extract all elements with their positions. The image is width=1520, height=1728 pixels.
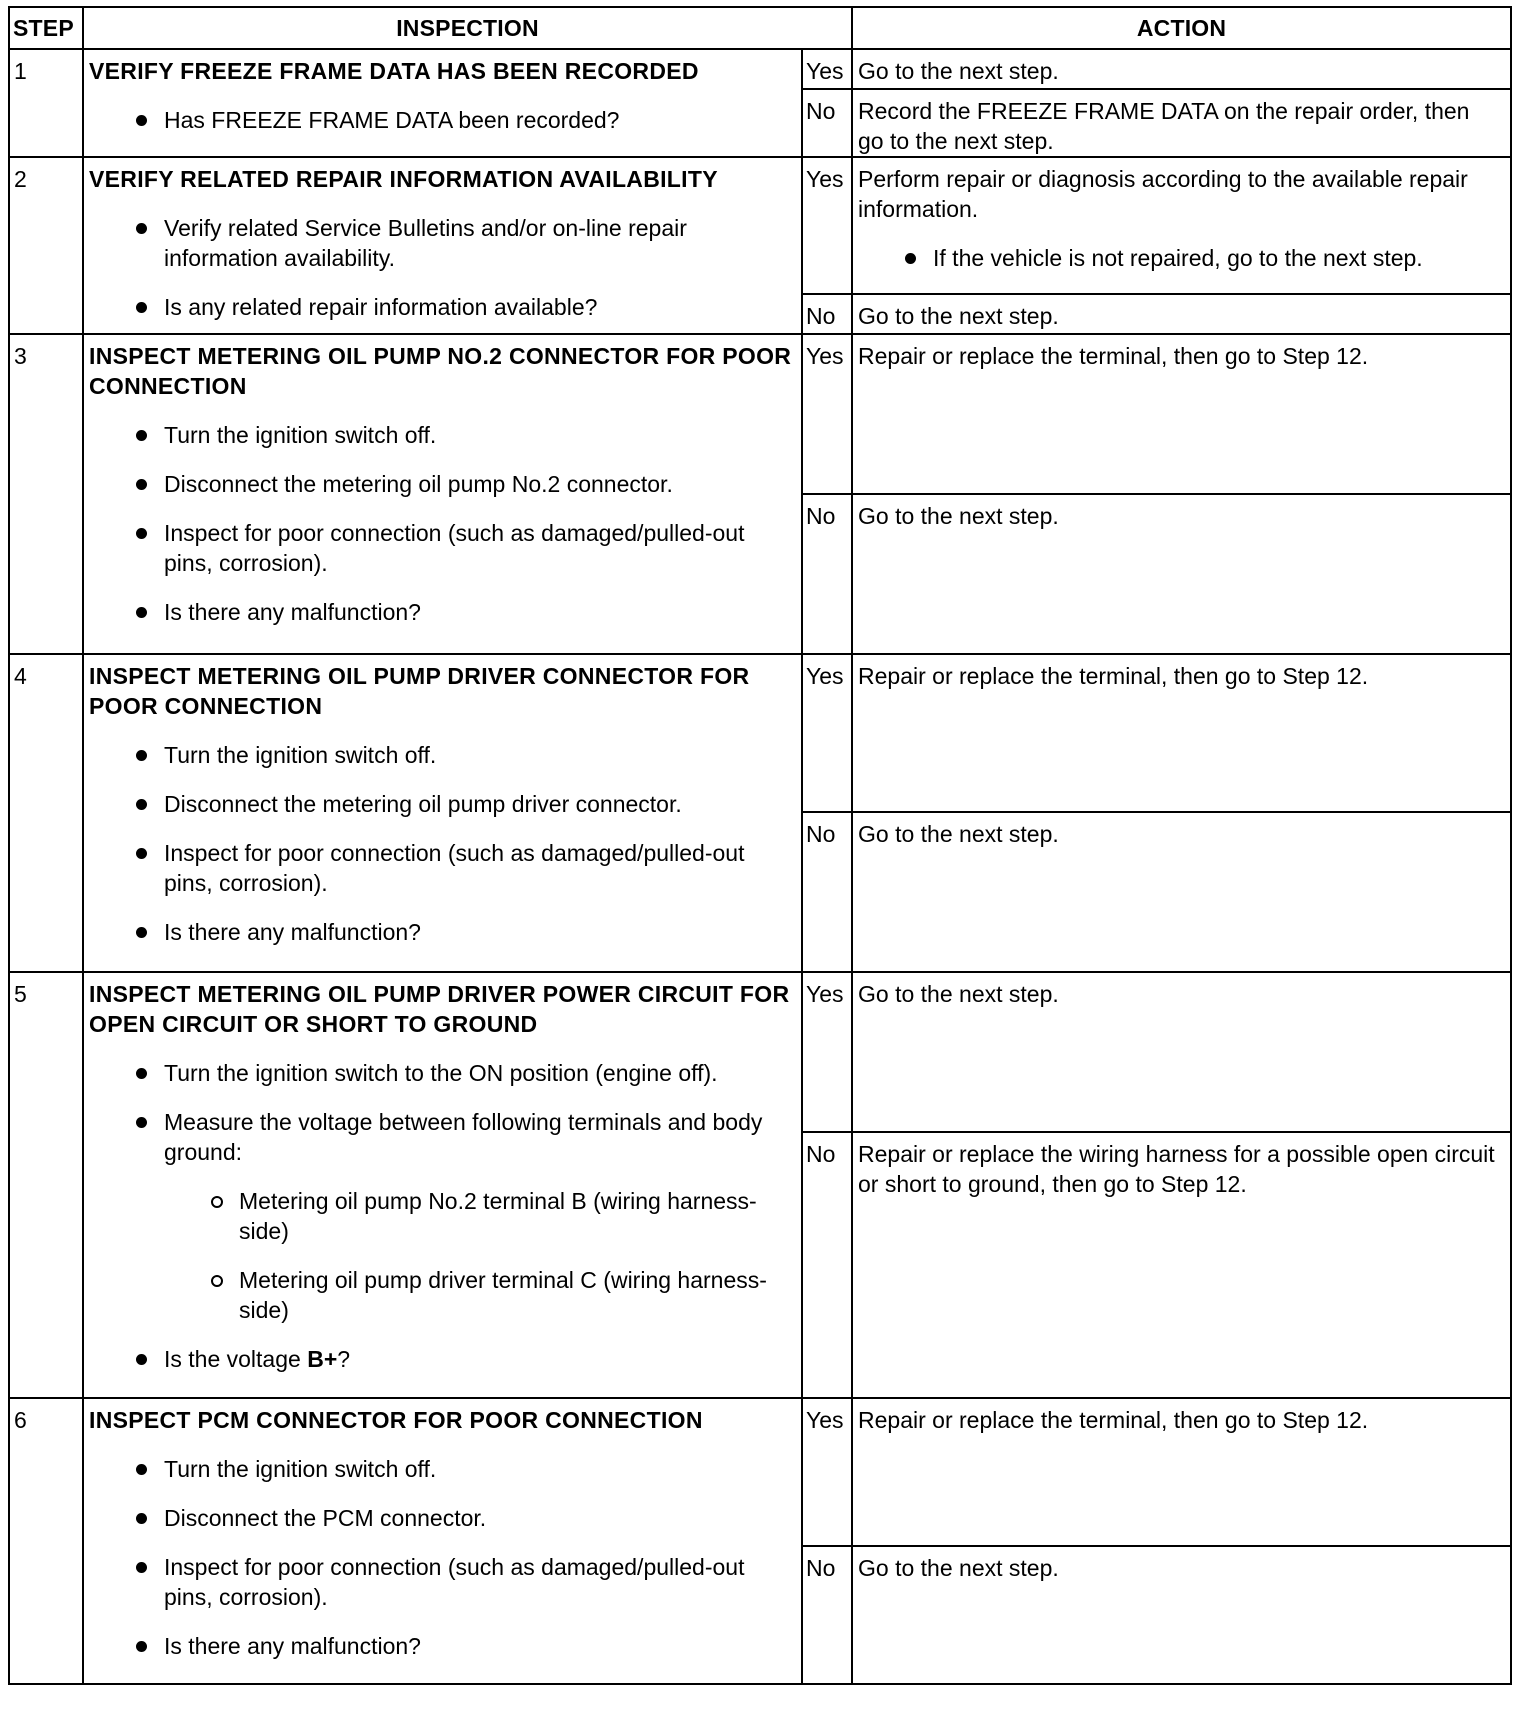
yes-label: Yes bbox=[802, 157, 852, 294]
inspection-sub-bullet: Metering oil pump No.2 terminal B (wiring harness-side) bbox=[89, 1186, 795, 1246]
step-inspection bbox=[83, 49, 802, 157]
no-action: Record the FREEZE FRAME DATA on the repair order, then go to the next step. bbox=[852, 89, 1511, 157]
step-5-yes-row bbox=[9, 972, 1511, 1132]
no-action: Go to the next step. bbox=[852, 812, 1511, 972]
yes-label: Yes bbox=[802, 654, 852, 812]
inspection-bullet: Turn the ignition switch off. bbox=[89, 740, 795, 770]
step-6-yes-row bbox=[9, 1398, 1511, 1546]
yes-action-text: Perform repair or diagnosis according to the available repair information. bbox=[858, 166, 1468, 222]
header-inspection: INSPECTION bbox=[83, 7, 852, 49]
step-1-yes-row bbox=[9, 49, 1511, 89]
step-number: 3 bbox=[9, 334, 83, 654]
yes-label: Yes bbox=[802, 334, 852, 494]
no-action: Go to the next step. bbox=[852, 1546, 1511, 1684]
bullet-text-prefix: Is the voltage bbox=[164, 1346, 308, 1372]
no-label: No bbox=[802, 812, 852, 972]
step-title: VERIFY RELATED REPAIR INFORMATION AVAILABILITY bbox=[89, 166, 718, 192]
no-label: No bbox=[802, 1546, 852, 1684]
yes-action: Go to the next step. bbox=[852, 49, 1511, 89]
yes-action: Repair or replace the terminal, then go to Step 12. bbox=[852, 334, 1511, 494]
step-number: 4 bbox=[9, 654, 83, 972]
step-title: INSPECT METERING OIL PUMP DRIVER POWER CIRCUIT FOR OPEN CIRCUIT OR SHORT TO GROUND bbox=[89, 981, 790, 1037]
inspection-bullet: Turn the ignition switch off. bbox=[89, 1454, 795, 1484]
yes-action: Go to the next step. bbox=[852, 972, 1511, 1132]
yes-action: Repair or replace the terminal, then go to Step 12. bbox=[852, 1398, 1511, 1546]
step-inspection bbox=[83, 972, 802, 1398]
inspection-sub-bullet: Metering oil pump driver terminal C (wiring harness-side) bbox=[89, 1265, 795, 1325]
inspection-bullet: Is there any malfunction? bbox=[89, 1631, 795, 1661]
step-inspection bbox=[83, 1398, 802, 1684]
header-action: ACTION bbox=[852, 7, 1511, 49]
inspection-bullet: Inspect for poor connection (such as damaged/pulled-out pins, corrosion). bbox=[89, 1552, 795, 1612]
inspection-bullet: Is any related repair information available? bbox=[89, 292, 795, 322]
step-2-yes-row bbox=[9, 157, 1511, 294]
inspection-bullet: Measure the voltage between following terminals and body ground: bbox=[89, 1107, 795, 1167]
inspection-bullet: Verify related Service Bulletins and/or on-line repair information availability. bbox=[89, 213, 795, 273]
no-action: Go to the next step. bbox=[852, 494, 1511, 654]
step-number: 1 bbox=[9, 49, 83, 157]
step-3-yes-row bbox=[9, 334, 1511, 494]
no-label: No bbox=[802, 89, 852, 157]
yes-label: Yes bbox=[802, 1398, 852, 1546]
inspection-bullet: Inspect for poor connection (such as damaged/pulled-out pins, corrosion). bbox=[89, 838, 795, 898]
step-title: VERIFY FREEZE FRAME DATA HAS BEEN RECORDED bbox=[89, 58, 699, 84]
diagnostic-procedure-table bbox=[8, 6, 1512, 1685]
inspection-bullet bbox=[89, 1344, 795, 1374]
step-inspection bbox=[83, 654, 802, 972]
yes-action bbox=[852, 157, 1511, 294]
yes-label: Yes bbox=[802, 972, 852, 1132]
inspection-bullet: Disconnect the metering oil pump driver connector. bbox=[89, 789, 795, 819]
yes-action: Repair or replace the terminal, then go to Step 12. bbox=[852, 654, 1511, 812]
header-step: STEP bbox=[9, 7, 83, 49]
bullet-text-suffix: ? bbox=[337, 1346, 351, 1372]
step-inspection bbox=[83, 334, 802, 654]
action-bullet: If the vehicle is not repaired, go to the next step. bbox=[858, 243, 1500, 273]
no-action: Go to the next step. bbox=[852, 294, 1511, 334]
step-4-yes-row bbox=[9, 654, 1511, 812]
no-label: No bbox=[802, 294, 852, 334]
header-row bbox=[9, 7, 1511, 49]
step-title: INSPECT METERING OIL PUMP NO.2 CONNECTOR FOR POOR CONNECTION bbox=[89, 343, 792, 399]
step-inspection bbox=[83, 157, 802, 334]
step-number: 6 bbox=[9, 1398, 83, 1684]
inspection-bullet: Inspect for poor connection (such as damaged/pulled-out pins, corrosion). bbox=[89, 518, 795, 578]
inspection-bullet: Turn the ignition switch off. bbox=[89, 420, 795, 450]
inspection-bullet: Has FREEZE FRAME DATA been recorded? bbox=[89, 105, 795, 135]
step-title: INSPECT METERING OIL PUMP DRIVER CONNECTOR FOR POOR CONNECTION bbox=[89, 663, 750, 719]
step-number: 2 bbox=[9, 157, 83, 334]
step-title: INSPECT PCM CONNECTOR FOR POOR CONNECTION bbox=[89, 1407, 703, 1433]
voltage-value: B+ bbox=[307, 1346, 338, 1372]
inspection-bullet: Disconnect the metering oil pump No.2 connector. bbox=[89, 469, 795, 499]
inspection-bullet: Is there any malfunction? bbox=[89, 597, 795, 627]
inspection-bullet: Is there any malfunction? bbox=[89, 917, 795, 947]
inspection-bullet: Disconnect the PCM connector. bbox=[89, 1503, 795, 1533]
yes-label: Yes bbox=[802, 49, 852, 89]
no-label: No bbox=[802, 494, 852, 654]
inspection-bullet: Turn the ignition switch to the ON position (engine off). bbox=[89, 1058, 795, 1088]
no-action: Repair or replace the wiring harness for a possible open circuit or short to ground, then go to Step 12. bbox=[852, 1132, 1511, 1398]
no-label: No bbox=[802, 1132, 852, 1398]
step-number: 5 bbox=[9, 972, 83, 1398]
